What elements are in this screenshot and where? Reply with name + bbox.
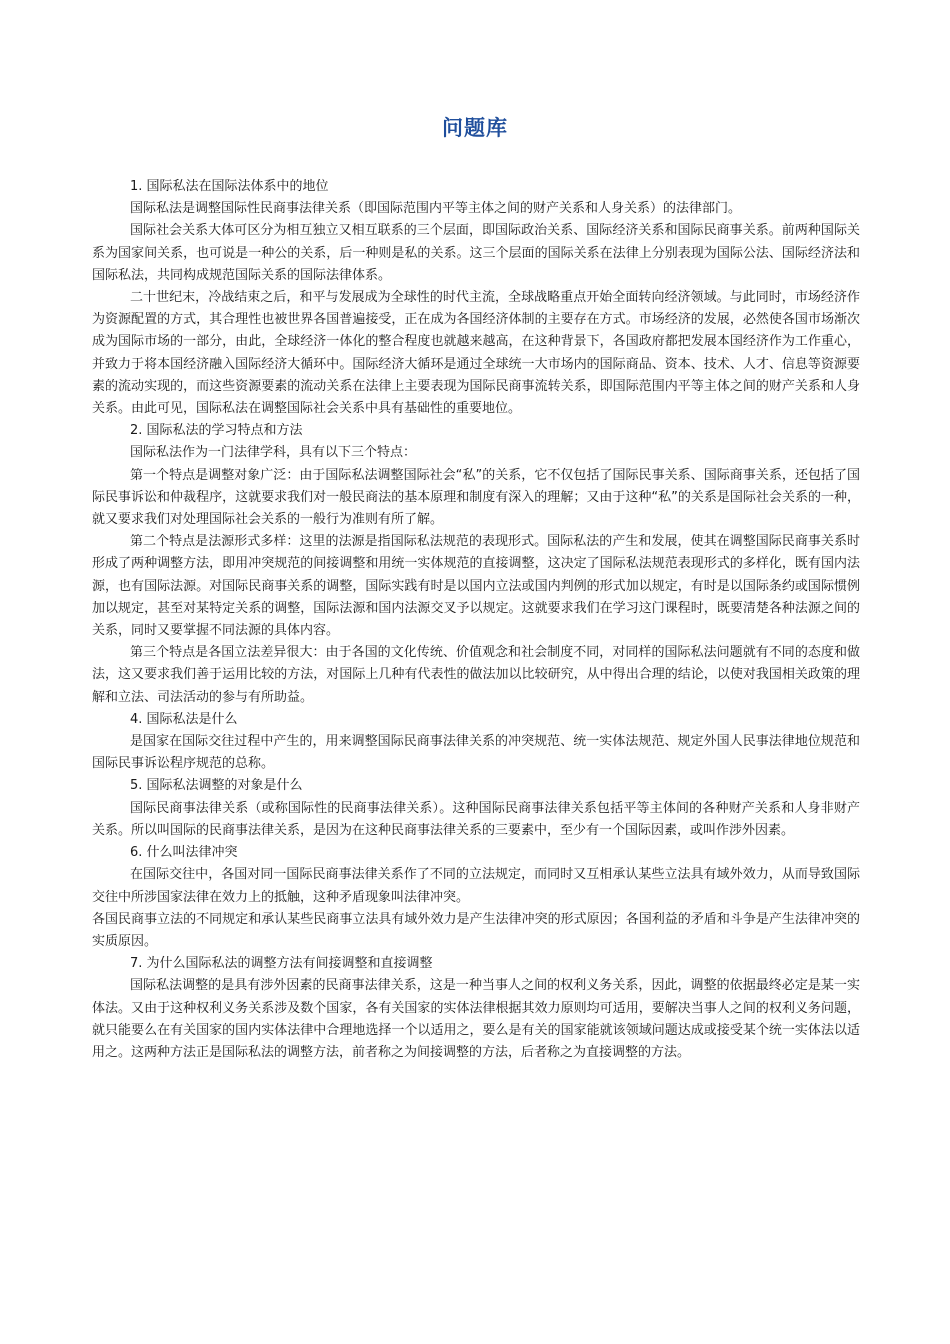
section-5-paragraph-1: 国际民商事法律关系（或称国际性的民商事法律关系）。这种国际民商事法律关系包括平等主体间的各种财产关系和人身非财产关系。所以叫国际的民商事法律关系，是因为在这种民商事法律关系的三要素中，至少有一个国际因素，或叫作涉外因素。 — [92, 800, 860, 838]
section-6-paragraph-1: 在国际交往中，各国对同一国际民商事法律关系作了不同的立法规定，而同时又互相承认某些立法具有域外效力，从而导致国际交往中所涉国家法律在效力上的抵触，这种矛盾现象叫法律冲突。 — [92, 867, 860, 905]
section-2-paragraph-2: 第一个特点是调整对象广泛：由于国际私法调整国际社会“私”的关系，它不仅包括了国际民事关系、国际商事关系，还包括了国际民事诉讼和仲裁程序，这就要求我们对一般民商法的基本原理和制度有深入的理解；又由于这种“私”的关系是国际社会关系的一种，就又要求我们对处理国际社会关系的一般行为准则有所了解。 — [92, 467, 860, 528]
section-1-paragraph-3: 二十世纪末，冷战结束之后，和平与发展成为全球性的时代主流，全球战略重点开始全面转向经济领域。与此同时，市场经济作为资源配置的方式，其合理性也被世界各国普遍接受，正在成为各国经济体制的主要存在方式。市场经济的发展，必然使各国市场渐次成为国际市场的一部分，由此，全球经济一体化的整合程度也就越来越高，在这种背景下，各国政府都把发展本国经济作为工作重心，并致力于将本国经济融入国际经济大循环中。国际经济大循环是通过全球统一大市场内的国际商品、资本、技术、人才、信息等资源要素的流动实现的，而这些资源要素的流动关系在法律上主要表现为国际民商事流转关系，即国际范围内平等主体之间的财产关系和人身关系。由此可见，国际私法在调整国际社会关系中具有基础性的重要地位。 — [92, 290, 860, 417]
document-body — [92, 176, 860, 1064]
section-6-paragraph-2: 各国民商事立法的不同规定和承认某些民商事立法具有域外效力是产生法律冲突的形式原因；各国利益的矛盾和斗争是产生法律冲突的实质原因。 — [92, 911, 860, 949]
section-1-paragraph-1: 国际私法是调整国际性民商事法律关系（即国际范围内平等主体之间的财产关系和人身关系）的法律部门。 — [130, 201, 742, 217]
section-heading-2: 2. 国际私法的学习特点和方法 — [130, 423, 303, 439]
section-heading-7: 7. 为什么国际私法的调整方法有间接调整和直接调整 — [130, 956, 433, 972]
section-1-paragraph-2: 国际社会关系大体可区分为相互独立又相互联系的三个层面，即国际政治关系、国际经济关系和国际民商事关系。前两种国际关系为国家间关系，也可说是一种公的关系，后一种则是私的关系。这三个层面的国际关系在法律上分别表现为国际公法、国际经济法和国际私法，共同构成规范国际关系的国际法律体系。 — [92, 223, 860, 283]
document-title: 问题库 — [442, 116, 508, 140]
section-heading-5: 5. 国际私法调整的对象是什么 — [130, 778, 303, 794]
section-heading-4: 4. 国际私法是什么 — [130, 711, 238, 727]
section-heading-1: 1. 国际私法在国际法体系中的地位 — [130, 179, 329, 194]
section-7-paragraph-1: 国际私法调整的是具有涉外因素的民商事法律关系，这是一种当事人之间的权利义务关系，因此，调整的依据最终必定是某一实体法。又由于这种权利义务关系涉及数个国家，各有关国家的实体法律根据其效力原则均可适用，要解决当事人之间的权利义务问题，就只能要么在有关国家的国内实体法律中合理地选择一个以适用之，要么是有关的国家能就该领域问题达成或接受某个统一实体法以适用之。这两种方法正是国际私法的调整方法，前者称之为间接调整的方法，后者称之为直接调整的方法。 — [92, 978, 860, 1060]
section-2-paragraph-3: 第二个特点是法源形式多样：这里的法源是指国际私法规范的表现形式。国际私法的产生和发展，使其在调整国际民商事关系时形成了两种调整方法，即用冲突规范的间接调整和用统一实体规范的直接调整，这决定了国际私法规范表现形式的多样化，既有国内法源，也有国际法源。对国际民商事关系的调整，国际实践有时是以国内立法或国内判例的形式加以规定，有时是以国际条约或国际惯例加以规定，甚至对某特定关系的调整，国际法源和国内法源交叉予以规定。这就要求我们在学习这门课程时，既要清楚各种法源之间的关系，同时又要掌握不同法源的具体内容。 — [92, 534, 860, 639]
section-4-paragraph-1: 是国家在国际交往过程中产生的，用来调整国际民商事法律关系的冲突规范、统一实体法规范、规定外国人民事法律地位规范和国际民事诉讼程序规范的总称。 — [92, 734, 860, 772]
section-2-paragraph-4: 第三个特点是各国立法差异很大：由于各国的文化传统、价值观念和社会制度不同，对同样的国际私法问题就有不同的态度和做法，这又要求我们善于运用比较的方法，对国际上几种有代表性的做法加以比较研究，从中得出合理的结论，以使对我国相关政策的理解和立法、司法活动的参与有所助益。 — [92, 645, 860, 705]
section-heading-6: 6. 什么叫法律冲突 — [130, 845, 238, 861]
section-2-paragraph-1: 国际私法作为一门法律学科，具有以下三个特点： — [130, 445, 417, 461]
